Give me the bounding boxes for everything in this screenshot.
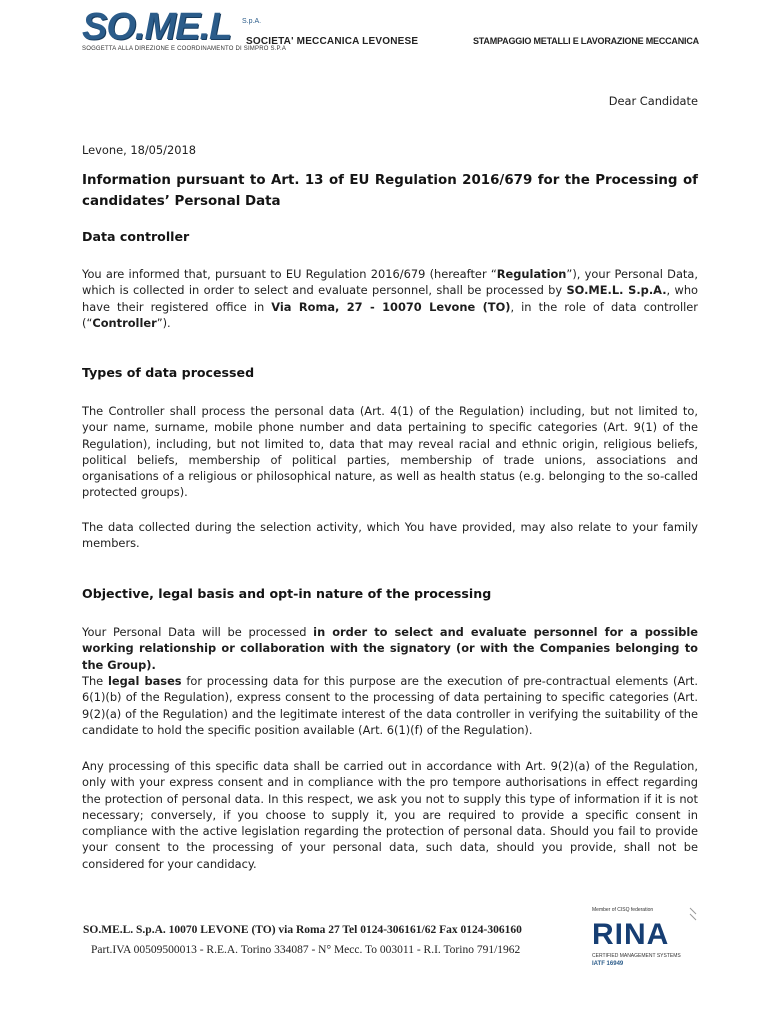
paragraph-objective: Your Personal Data will be processed in order to select and evaluate personnel for a possible working relationship or collaboration with the signatory (or with the Companies belonging to the Group). [82, 625, 699, 672]
document-title: Information pursuant to Art. 13 of EU Regulation 2016/679 for the Processing of candidates’ Personal Data [82, 173, 698, 209]
greeting: Dear Candidate [608, 94, 698, 108]
letter-date: Levone, 18/05/2018 [82, 143, 196, 157]
company-logo: SO.ME.L [82, 6, 232, 48]
section-heading-objective: Objective, legal basis and opt-in nature of the processing [82, 586, 492, 601]
company-subtitle: SOGGETTA ALLA DIREZIONE E COORDINAMENTO DI SIMPRO S.P.A [82, 46, 287, 52]
footer-registration: Part.IVA 00509500013 - R.E.A. Torino 334087 - N° Mecc. To 003011 - R.I. Torino 791/1962 [91, 944, 521, 956]
paragraph-legal-bases: The legal bases for processing data for this purpose are the execution of pre-contractual elements (Art. 6(1)(b) of the Regulation), express consent to the processing of data pertaining to specific categories (Art. 9(2)(a) of the Regulation) and the legitimate interest of the data controller in verifying the suitability of the candidate to hold the specific position available (Art. 6(1)(f) of the Regulation). [82, 674, 699, 737]
paragraph-consent: Any processing of this specific data shall be carried out in accordance with Art. 9(2)(a) of the Regulation, only with your express consent and in compliance with the pro tempore authorisations in effect regarding the protection of personal data. In this respect, we ask you not to supply this type of information if it is not necessary; conversely, if you choose to supply it, you are required to provide a specific consent in compliance with the active legislation regarding the protection of personal data. Should you fail to provide your consent to the processing of your personal data, such data, should you provide, shall not be considered for your candidacy. [82, 759, 698, 871]
company-logo-suffix: S.p.A. [242, 18, 262, 25]
section-heading-data-controller: Data controller [82, 229, 190, 244]
paragraph-types-of-data: The Controller shall process the personal data (Art. 4(1) of the Regulation) including, but not limited to, your name, surname, mobile phone number and data pertaining to specific categories (Art. 9(1) of the Regulation), including, but not limited to, data that may reveal racial and ethnic origin, religious beliefs, political beliefs, membership of political parties, membership of trade unions, associations and organisations of a religious or philosophical nature, as well as health status (e.g. belonging to the so-called protected groups). [82, 404, 698, 500]
certification-caption: Member of CISQ federation [592, 907, 654, 913]
certification-systems-label: CERTIFIED MANAGEMENT SYSTEMS [592, 953, 681, 959]
paragraph-data-controller: You are informed that, pursuant to EU Regulation 2016/679 (hereafter “Regulation”), your Personal Data, which is collected in order to select and evaluate personnel, shall be processed by SO.ME.L. S.p.A., who have their registered office in Via Roma, 27 - 10070 Levone (TO), in the role of data controller (“Controller”). [82, 267, 699, 330]
footer-address: SO.ME.L. S.p.A. 10070 LEVONE (TO) via Roma 27 Tel 0124-306161/62 Fax 0124-306160 [83, 924, 522, 936]
rina-logo: RINA [592, 918, 670, 951]
certification-standard-label: IATF 16949 [592, 961, 624, 967]
paragraph-family-members: The data collected during the selection activity, which You have provided, may also relate to your family members. [82, 520, 698, 551]
section-heading-types-of-data: Types of data processed [82, 365, 255, 380]
company-tagline: STAMPAGGIO METALLI E LAVORAZIONE MECCANICA [473, 36, 699, 46]
company-name: SOCIETA' MECCANICA LEVONESE [246, 36, 419, 47]
